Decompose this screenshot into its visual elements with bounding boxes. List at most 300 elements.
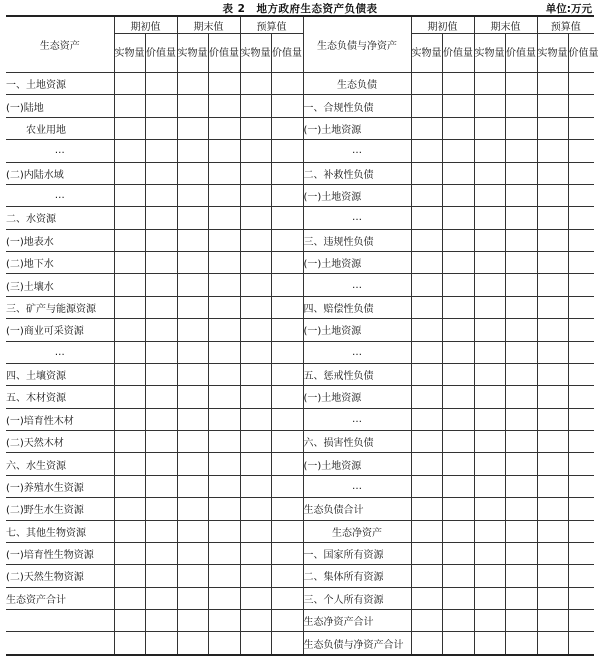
value-amount-cell [271, 252, 303, 274]
value-amount-cell [505, 408, 537, 430]
physical-quantity-cell [177, 162, 208, 184]
value-amount-cell [442, 95, 474, 117]
value-amount-cell [568, 610, 594, 632]
physical-quantity-cell [537, 274, 568, 296]
physical-quantity-cell [474, 117, 505, 139]
value-amount-cell [208, 117, 240, 139]
value-amount-cell [568, 408, 594, 430]
table-row [6, 453, 594, 475]
physical-quantity-cell [114, 498, 145, 520]
value-amount-cell [505, 431, 537, 453]
value-amount-cell [568, 542, 594, 564]
physical-quantity-cell [114, 341, 145, 363]
value-amount-cell [442, 229, 474, 251]
liability-item-label: (一)土地资源 [303, 184, 411, 206]
value-amount-cell [145, 274, 177, 296]
physical-quantity-cell [240, 610, 271, 632]
liability-item-label: … [303, 207, 411, 229]
liability-item-label: 四、赔偿性负债 [303, 296, 411, 318]
value-amount-cell [442, 498, 474, 520]
table-title: 表 2 地方政府生态资产负债表 [222, 3, 378, 15]
liability-item-label: … [303, 475, 411, 497]
physical-quantity-cell [177, 520, 208, 542]
physical-quantity-cell [240, 341, 271, 363]
table-row [6, 520, 594, 542]
physical-quantity-cell [411, 274, 442, 296]
physical-quantity-cell [537, 610, 568, 632]
physical-quantity-cell [411, 520, 442, 542]
value-amount-cell [505, 498, 537, 520]
table-row [6, 229, 594, 251]
value-amount-cell [145, 252, 177, 274]
physical-quantity-cell [411, 498, 442, 520]
value-amount-cell [568, 341, 594, 363]
value-amount-cell [145, 319, 177, 341]
asset-item-label: (二)内陆水域 [6, 162, 114, 184]
value-amount-cell [208, 386, 240, 408]
value-amount-cell [271, 363, 303, 385]
asset-item-label: 二、水资源 [6, 207, 114, 229]
value-amount-cell [208, 408, 240, 430]
value-amount-cell [568, 296, 594, 318]
physical-quantity-cell [177, 95, 208, 117]
physical-quantity-cell [474, 610, 505, 632]
value-amount-cell [145, 363, 177, 385]
value-amount-cell [208, 95, 240, 117]
value-amount-cell [442, 386, 474, 408]
value-amount-cell [271, 408, 303, 430]
value-amount-cell [271, 453, 303, 475]
physical-quantity-cell [537, 475, 568, 497]
liability-item-label: 一、国家所有资源 [303, 542, 411, 564]
physical-quantity-cell [474, 498, 505, 520]
asset-item-label: (一)商业可采资源 [6, 319, 114, 341]
liabilities-column-header: 生态负债与净资产 [303, 16, 411, 73]
liability-item-label: 一、合规性负债 [303, 95, 411, 117]
value-amount-cell [442, 140, 474, 162]
physical-quantity-cell [177, 229, 208, 251]
asset-item-label: (二)天然生物资源 [6, 565, 114, 587]
value-amount-cell [145, 498, 177, 520]
value-amount-cell [568, 162, 594, 184]
value-amount-cell [271, 117, 303, 139]
asset-item-label: … [6, 341, 114, 363]
value-amount-cell [505, 565, 537, 587]
value-amount-cell [271, 140, 303, 162]
liability-item-label: … [303, 274, 411, 296]
physical-quantity-cell [177, 542, 208, 564]
physical-quantity-cell [114, 610, 145, 632]
value-amount-cell [208, 520, 240, 542]
physical-quantity-cell [114, 140, 145, 162]
value-amount-cell [208, 475, 240, 497]
value-amount-cell [145, 408, 177, 430]
liability-item-label: (一)土地资源 [303, 117, 411, 139]
physical-quantity-cell [177, 498, 208, 520]
physical-quantity-cell [537, 73, 568, 95]
value-amount-cell [145, 431, 177, 453]
liability-item-label: 六、损害性负债 [303, 431, 411, 453]
asset-item-label: … [6, 140, 114, 162]
physical-quantity-cell [114, 73, 145, 95]
value-amount-cell [145, 117, 177, 139]
sub-header-value: 价值量 [568, 34, 594, 73]
physical-quantity-cell [240, 140, 271, 162]
value-amount-cell [505, 632, 537, 655]
table-row [6, 475, 594, 497]
sub-header-physical: 实物量 [474, 34, 505, 73]
liability-item-label: (一)土地资源 [303, 453, 411, 475]
physical-quantity-cell [177, 453, 208, 475]
group-header-budget: 预算值 [240, 16, 303, 34]
physical-quantity-cell [537, 296, 568, 318]
table-caption [6, 0, 594, 15]
value-amount-cell [271, 386, 303, 408]
value-amount-cell [505, 610, 537, 632]
physical-quantity-cell [240, 184, 271, 206]
group-header-opening: 期初值 [411, 16, 474, 34]
table-row [6, 565, 594, 587]
physical-quantity-cell [177, 296, 208, 318]
physical-quantity-cell [177, 386, 208, 408]
physical-quantity-cell [114, 587, 145, 609]
physical-quantity-cell [240, 542, 271, 564]
value-amount-cell [145, 542, 177, 564]
physical-quantity-cell [537, 341, 568, 363]
physical-quantity-cell [411, 117, 442, 139]
table-row [6, 363, 594, 385]
physical-quantity-cell [240, 296, 271, 318]
value-amount-cell [568, 520, 594, 542]
physical-quantity-cell [114, 363, 145, 385]
physical-quantity-cell [411, 363, 442, 385]
physical-quantity-cell [474, 319, 505, 341]
physical-quantity-cell [411, 252, 442, 274]
sub-header-physical: 实物量 [240, 34, 271, 73]
physical-quantity-cell [114, 207, 145, 229]
value-amount-cell [505, 319, 537, 341]
physical-quantity-cell [240, 453, 271, 475]
asset-item-label: 五、木材资源 [6, 386, 114, 408]
table-row [6, 542, 594, 564]
physical-quantity-cell [114, 319, 145, 341]
value-amount-cell [208, 73, 240, 95]
value-amount-cell [442, 184, 474, 206]
physical-quantity-cell [114, 431, 145, 453]
value-amount-cell [505, 162, 537, 184]
value-amount-cell [208, 453, 240, 475]
liability-item-label: 二、集体所有资源 [303, 565, 411, 587]
table-row [6, 252, 594, 274]
physical-quantity-cell [177, 632, 208, 655]
value-amount-cell [505, 207, 537, 229]
value-amount-cell [271, 475, 303, 497]
asset-item-label: 六、水生资源 [6, 453, 114, 475]
physical-quantity-cell [474, 565, 505, 587]
value-amount-cell [442, 453, 474, 475]
physical-quantity-cell [411, 73, 442, 95]
liability-item-label: 生态负债 [303, 73, 411, 95]
value-amount-cell [271, 498, 303, 520]
value-amount-cell [145, 475, 177, 497]
physical-quantity-cell [411, 587, 442, 609]
value-amount-cell [568, 73, 594, 95]
physical-quantity-cell [114, 475, 145, 497]
physical-quantity-cell [177, 184, 208, 206]
physical-quantity-cell [240, 498, 271, 520]
value-amount-cell [145, 632, 177, 655]
value-amount-cell [145, 73, 177, 95]
asset-item-label [6, 610, 114, 632]
value-amount-cell [208, 542, 240, 564]
physical-quantity-cell [474, 386, 505, 408]
liability-item-label: 五、惩戒性负债 [303, 363, 411, 385]
table-row [6, 162, 594, 184]
value-amount-cell [568, 431, 594, 453]
physical-quantity-cell [114, 184, 145, 206]
value-amount-cell [208, 162, 240, 184]
value-amount-cell [208, 632, 240, 655]
value-amount-cell [208, 363, 240, 385]
value-amount-cell [505, 453, 537, 475]
physical-quantity-cell [537, 252, 568, 274]
physical-quantity-cell [114, 252, 145, 274]
value-amount-cell [505, 341, 537, 363]
value-amount-cell [145, 520, 177, 542]
physical-quantity-cell [240, 207, 271, 229]
physical-quantity-cell [474, 542, 505, 564]
physical-quantity-cell [177, 252, 208, 274]
value-amount-cell [505, 229, 537, 251]
physical-quantity-cell [177, 363, 208, 385]
asset-item-label: (二)地下水 [6, 252, 114, 274]
physical-quantity-cell [177, 408, 208, 430]
physical-quantity-cell [474, 475, 505, 497]
physical-quantity-cell [474, 453, 505, 475]
value-amount-cell [208, 229, 240, 251]
value-amount-cell [568, 229, 594, 251]
liability-item-label: 二、补救性负债 [303, 162, 411, 184]
value-amount-cell [442, 587, 474, 609]
physical-quantity-cell [177, 341, 208, 363]
physical-quantity-cell [240, 363, 271, 385]
physical-quantity-cell [240, 587, 271, 609]
value-amount-cell [208, 498, 240, 520]
value-amount-cell [442, 162, 474, 184]
value-amount-cell [568, 95, 594, 117]
value-amount-cell [505, 520, 537, 542]
value-amount-cell [442, 408, 474, 430]
value-amount-cell [442, 542, 474, 564]
liability-item-label: 生态净资产合计 [303, 610, 411, 632]
physical-quantity-cell [474, 229, 505, 251]
value-amount-cell [442, 610, 474, 632]
physical-quantity-cell [411, 184, 442, 206]
physical-quantity-cell [474, 207, 505, 229]
value-amount-cell [505, 363, 537, 385]
physical-quantity-cell [474, 274, 505, 296]
value-amount-cell [442, 319, 474, 341]
value-amount-cell [505, 542, 537, 564]
table-row [6, 207, 594, 229]
physical-quantity-cell [177, 117, 208, 139]
value-amount-cell [271, 565, 303, 587]
physical-quantity-cell [240, 274, 271, 296]
liability-item-label: 生态净资产 [303, 520, 411, 542]
liability-item-label: 三、违规性负债 [303, 229, 411, 251]
value-amount-cell [442, 475, 474, 497]
physical-quantity-cell [411, 610, 442, 632]
physical-quantity-cell [240, 162, 271, 184]
value-amount-cell [442, 520, 474, 542]
sub-header-physical: 实物量 [177, 34, 208, 73]
table-row [6, 184, 594, 206]
sub-header-physical: 实物量 [114, 34, 145, 73]
value-amount-cell [145, 565, 177, 587]
physical-quantity-cell [411, 229, 442, 251]
physical-quantity-cell [114, 229, 145, 251]
physical-quantity-cell [411, 408, 442, 430]
physical-quantity-cell [411, 632, 442, 655]
sub-header-physical: 实物量 [411, 34, 442, 73]
physical-quantity-cell [537, 587, 568, 609]
value-amount-cell [208, 140, 240, 162]
physical-quantity-cell [240, 319, 271, 341]
value-amount-cell [568, 632, 594, 655]
table-row [6, 117, 594, 139]
value-amount-cell [442, 565, 474, 587]
value-amount-cell [568, 475, 594, 497]
value-amount-cell [442, 363, 474, 385]
value-amount-cell [208, 319, 240, 341]
asset-item-label: 生态资产合计 [6, 587, 114, 609]
physical-quantity-cell [114, 162, 145, 184]
group-header-closing: 期末值 [474, 16, 537, 34]
physical-quantity-cell [114, 95, 145, 117]
table-row [6, 341, 594, 363]
value-amount-cell [208, 252, 240, 274]
value-amount-cell [568, 117, 594, 139]
table-row [6, 610, 594, 632]
physical-quantity-cell [240, 73, 271, 95]
physical-quantity-cell [537, 363, 568, 385]
value-amount-cell [208, 610, 240, 632]
physical-quantity-cell [474, 363, 505, 385]
value-amount-cell [271, 520, 303, 542]
value-amount-cell [145, 587, 177, 609]
value-amount-cell [145, 341, 177, 363]
liability-item-label: 三、个人所有资源 [303, 587, 411, 609]
unit-label: 单位:万元 [545, 3, 592, 15]
physical-quantity-cell [114, 542, 145, 564]
asset-item-label: (三)土壤水 [6, 274, 114, 296]
group-header-closing: 期末值 [177, 16, 240, 34]
value-amount-cell [145, 207, 177, 229]
physical-quantity-cell [537, 520, 568, 542]
physical-quantity-cell [177, 475, 208, 497]
value-amount-cell [568, 587, 594, 609]
value-amount-cell [208, 184, 240, 206]
physical-quantity-cell [411, 95, 442, 117]
physical-quantity-cell [411, 431, 442, 453]
physical-quantity-cell [411, 207, 442, 229]
value-amount-cell [505, 252, 537, 274]
physical-quantity-cell [177, 140, 208, 162]
table-row [6, 386, 594, 408]
physical-quantity-cell [537, 140, 568, 162]
physical-quantity-cell [474, 431, 505, 453]
value-amount-cell [505, 475, 537, 497]
value-amount-cell [442, 73, 474, 95]
physical-quantity-cell [114, 453, 145, 475]
asset-item-label: 七、其他生物资源 [6, 520, 114, 542]
physical-quantity-cell [474, 95, 505, 117]
value-amount-cell [442, 632, 474, 655]
value-amount-cell [208, 274, 240, 296]
assets-column-header: 生态资产 [6, 16, 114, 73]
value-amount-cell [505, 117, 537, 139]
balance-sheet-table [6, 15, 599, 656]
value-amount-cell [505, 386, 537, 408]
value-amount-cell [208, 587, 240, 609]
asset-item-label: (一)培育性木材 [6, 408, 114, 430]
sub-header-value: 价值量 [442, 34, 474, 73]
asset-item-label: (一)培育性生物资源 [6, 542, 114, 564]
physical-quantity-cell [474, 632, 505, 655]
value-amount-cell [271, 542, 303, 564]
physical-quantity-cell [240, 229, 271, 251]
physical-quantity-cell [240, 431, 271, 453]
sub-header-value: 价值量 [505, 34, 537, 73]
physical-quantity-cell [411, 140, 442, 162]
value-amount-cell [505, 274, 537, 296]
liability-item-label: … [303, 341, 411, 363]
liability-item-label: (一)土地资源 [303, 252, 411, 274]
value-amount-cell [505, 296, 537, 318]
physical-quantity-cell [114, 274, 145, 296]
physical-quantity-cell [177, 207, 208, 229]
table-row [6, 587, 594, 609]
table-row [6, 140, 594, 162]
sub-header-value: 价值量 [145, 34, 177, 73]
physical-quantity-cell [537, 162, 568, 184]
value-amount-cell [145, 140, 177, 162]
physical-quantity-cell [537, 184, 568, 206]
physical-quantity-cell [177, 587, 208, 609]
physical-quantity-cell [240, 632, 271, 655]
physical-quantity-cell [411, 296, 442, 318]
physical-quantity-cell [411, 341, 442, 363]
value-amount-cell [442, 207, 474, 229]
physical-quantity-cell [474, 587, 505, 609]
physical-quantity-cell [114, 386, 145, 408]
value-amount-cell [208, 296, 240, 318]
value-amount-cell [145, 95, 177, 117]
physical-quantity-cell [240, 520, 271, 542]
value-amount-cell [568, 319, 594, 341]
value-amount-cell [442, 431, 474, 453]
physical-quantity-cell [114, 296, 145, 318]
value-amount-cell [442, 341, 474, 363]
table-row [6, 498, 594, 520]
physical-quantity-cell [240, 408, 271, 430]
physical-quantity-cell [537, 565, 568, 587]
value-amount-cell [271, 296, 303, 318]
value-amount-cell [442, 252, 474, 274]
value-amount-cell [568, 207, 594, 229]
physical-quantity-cell [474, 296, 505, 318]
value-amount-cell [145, 610, 177, 632]
